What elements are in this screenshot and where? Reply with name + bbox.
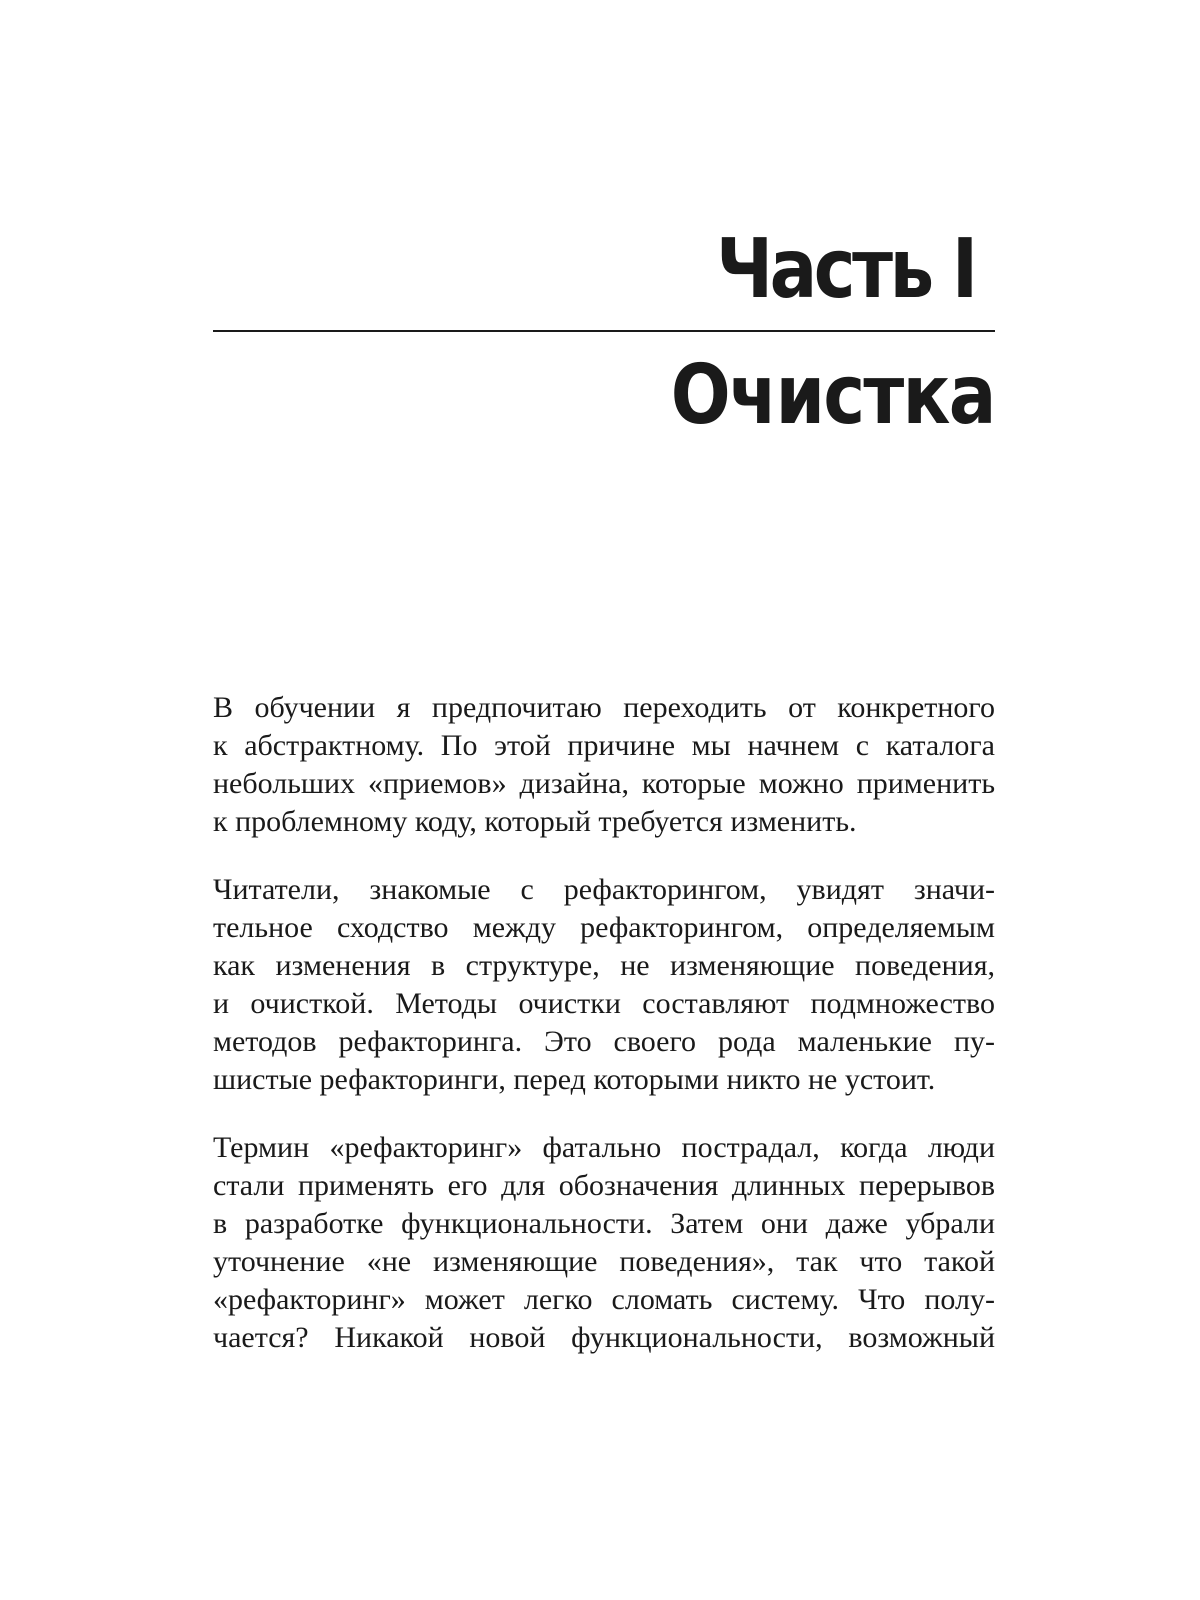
text-line: шистые рефакторинги, перед которыми никто не устоит. — [213, 1063, 936, 1096]
paragraph-2 — [213, 871, 995, 1099]
paragraph-1 — [213, 689, 995, 841]
text-line: уточнение «не изменяющие поведения», так что такой — [213, 1245, 995, 1278]
part-title: Очистка — [671, 348, 995, 443]
body-text — [213, 689, 995, 1387]
text-line: чается? Никакой новой функциональности, возможный — [213, 1321, 995, 1354]
text-line: Термин «рефакторинг» фатально пострадал, когда люди — [213, 1131, 995, 1164]
text-line: и очисткой. Методы очистки составляют подмножество — [213, 987, 995, 1020]
part-label: Часть I — [716, 222, 975, 317]
paragraph-3 — [213, 1129, 995, 1357]
text-line: В обучении я предпочитаю переходить от конкретного — [213, 691, 995, 724]
text-line: Читатели, знакомые с рефакторингом, увидят значи- — [213, 873, 995, 906]
text-line: небольших «приемов» дизайна, которые можно применить — [213, 767, 995, 800]
title-divider — [213, 330, 995, 332]
text-line: тельное сходство между рефакторингом, определяемым — [213, 911, 995, 944]
text-line: как изменения в структуре, не изменяющие поведения, — [213, 949, 995, 982]
text-line: стали применять его для обозначения длинных перерывов — [213, 1169, 995, 1202]
text-line: методов рефакторинга. Это своего рода маленькие пу- — [213, 1025, 995, 1058]
text-line: «рефакторинг» может легко сломать систему. Что полу- — [213, 1283, 995, 1316]
text-line: к абстрактному. По этой причине мы начнем с каталога — [213, 729, 995, 762]
text-line: в разработке функциональности. Затем они даже убрали — [213, 1207, 995, 1240]
text-line: к проблемному коду, который требуется изменить. — [213, 805, 857, 838]
